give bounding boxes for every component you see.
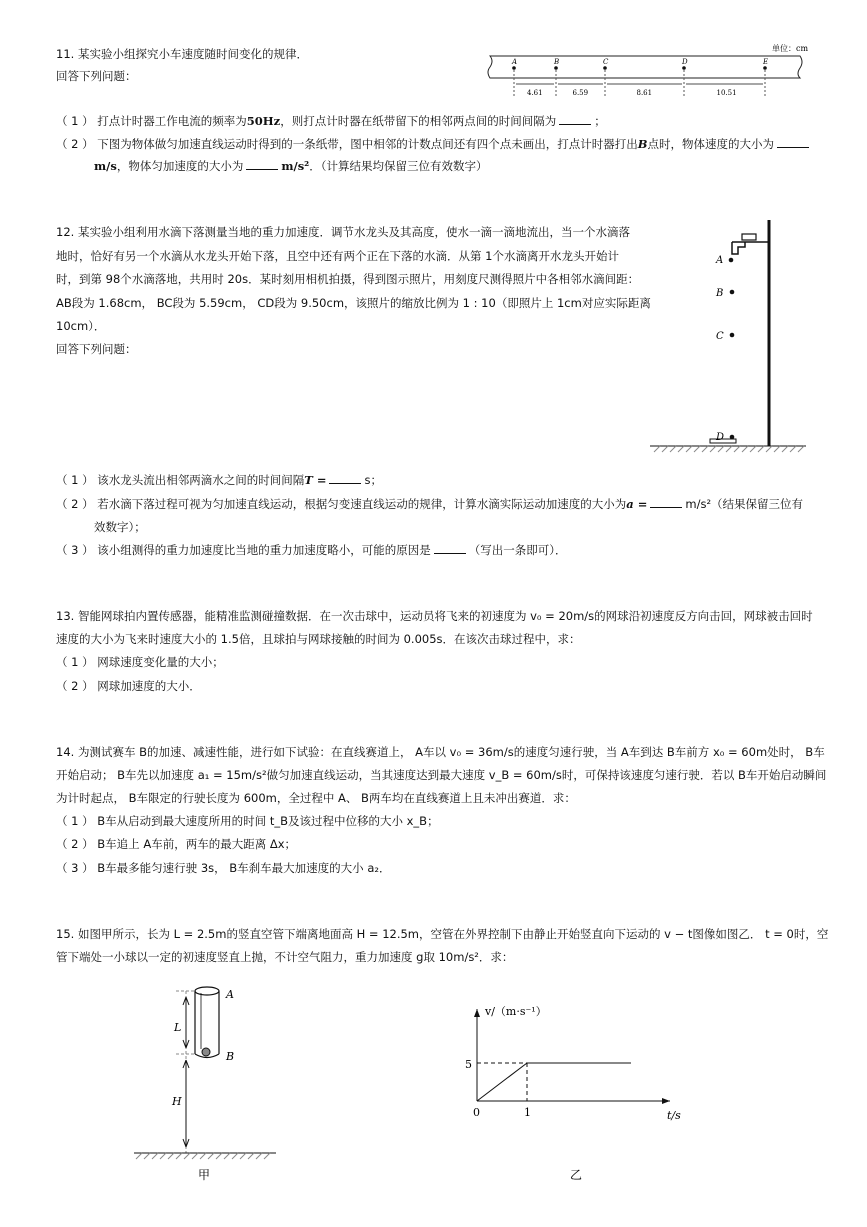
q14-line2: 开始启动； B车先以加速度 a₁ = 15m/s²做匀加速直线运动，当其速度达到最大速度 v_B = 60m/s时，可保持该速度匀速行驶．若以 B车开始启动瞬间: [56, 768, 827, 782]
drop-label-b: B: [716, 288, 724, 299]
q12-line2: 地时，恰好有另一个水滴从水龙头开始下落，且空中还有两个正在下落的水滴．从第 1个水滴离开水龙头开始计: [56, 249, 619, 263]
q12-part1: [56, 472, 382, 488]
faucet-spout: [732, 242, 745, 254]
q11-part2-cont: [94, 158, 487, 174]
q13-line2: 速度的大小为飞来时速度大小的 1.5倍，且球拍与网球接触的时间为 0.005s．在该次击球过程中，求：: [56, 632, 581, 646]
q11-unit-ms: m/s: [94, 159, 117, 173]
q11-part2-text-g: ．（计算结果均保留三位有效数字）: [309, 159, 488, 173]
q12-part2: [56, 496, 803, 512]
q11-part1-text-b: ，则打点计时器在纸带留下的相邻两点间的时间间隔为: [280, 114, 557, 128]
tape-point-label-c: C: [603, 58, 609, 66]
tape-segment-label-2: 6.59: [572, 89, 589, 97]
tape-unit-label: 单位：cm: [772, 44, 809, 53]
q11-part2-text-c: 点时，物体速度的大小为: [647, 137, 775, 151]
faucet-valve: [742, 234, 756, 240]
tube-label-l: L: [174, 1021, 182, 1034]
q12-part3: [56, 542, 567, 558]
v-axis-label: v/（m·s⁻¹）: [485, 1005, 547, 1018]
tape-point-label-b: B: [554, 58, 560, 66]
water-drop-figure: [648, 220, 810, 456]
q11-part2: [56, 136, 812, 152]
jia-ground-hatch: [136, 1153, 270, 1159]
q14-part1: （ 1 ） B车从启动到最大速度所用的时间 t_B及该过程中位移的大小 x_B；: [56, 814, 439, 828]
q11-part2-text-a: （ 2 ） 下图为物体做匀加速直线运动时得到的一条纸带，图中相邻的计数点间还有四个点未画出，打点计时器打出: [56, 137, 638, 151]
q11-intro: 回答下列问题：: [56, 69, 137, 83]
t-tick-1: 1: [524, 1106, 531, 1119]
q12-part1-text-a: （ 1 ） 该水龙头流出相邻两滴水之间的时间间隔: [56, 473, 305, 487]
q14-part2: （ 2 ） B车追上 A车前，两车的最大距离 Δx；: [56, 837, 297, 851]
tape-point-label-e: E: [763, 58, 769, 66]
q12-part1-text-b: s；: [364, 473, 382, 487]
tape-segment-label-4: 10.51: [716, 89, 737, 97]
tape-point-label-d: D: [682, 58, 688, 66]
v-axis-arrow: [474, 1009, 480, 1017]
tape-segment-label-3: 8.61: [636, 89, 653, 97]
q11-unit-ms2: m/s²: [281, 159, 310, 173]
tube-label-h: H: [172, 1095, 182, 1108]
q12-var-t: T =: [304, 473, 327, 487]
tape-outline: [488, 56, 802, 78]
q11-freq: 50Hz: [246, 114, 281, 128]
q12-blank-period[interactable]: [329, 473, 361, 484]
q11-blank-interval[interactable]: [559, 114, 591, 125]
q14-line1: 14. 为测试赛车 B的加速、减速性能，进行如下试验：在直线赛道上， A车以 v₀ = 36m/s的速度匀速行驶，当 A车到达 B车前方 x₀ = 60m处时， B车: [56, 745, 825, 759]
ground-hatch: [654, 446, 804, 452]
q13-part1: （ 1 ） 网球速度变化量的大小；: [56, 655, 224, 669]
q12-line1: 12. 某实验小组利用水滴下落测量当地的重力加速度．调节水龙头及其高度，使水一滴一滴地流出，当一个水滴落: [56, 225, 630, 239]
tube-top: [195, 987, 219, 995]
q13-part2: （ 2 ） 网球加速度的大小．: [56, 679, 201, 693]
drop-label-c: C: [716, 331, 724, 342]
q12-intro: 回答下列问题：: [56, 342, 137, 356]
q12-line5: 10cm）．: [56, 319, 106, 333]
vt-accel-segment: [477, 1063, 527, 1101]
q12-part2-cont: 效数字）；: [94, 520, 146, 534]
q11-title: 11. 某实验小组探究小车速度随时间变化的规律．: [56, 47, 308, 61]
q12-var-a: a =: [626, 497, 648, 511]
tape-point-c: [603, 66, 607, 70]
drop-a: [729, 258, 734, 263]
tape-point-e: [763, 66, 767, 70]
q11-part1-text-a: （ 1 ） 打点计时器工作电流的频率为: [56, 114, 247, 128]
q11-part2-text-e: ，物体匀加速度的大小为: [116, 159, 244, 173]
q13-line1: 13. 智能网球拍内置传感器，能精准监测碰撞数据．在一次击球中，运动员将飞来的初速度为 v₀ = 20m/s的网球沿初速度反方向击回，网球被击回时: [56, 609, 813, 623]
t-axis-label: t/s: [667, 1109, 681, 1122]
drop-d: [730, 435, 735, 440]
small-ball: [202, 1048, 210, 1056]
figure-jia-tube: [130, 975, 280, 1187]
tape-point-b: [554, 66, 558, 70]
q12-part2-text-b: m/s²（结果保留三位有: [685, 497, 804, 511]
q11-blank-accel[interactable]: [246, 159, 278, 170]
q11-part1-text-c: ；: [594, 114, 606, 128]
figure-yi-vt-graph: [455, 995, 695, 1185]
q12-part2-text-a: （ 2 ） 若水滴下落过程可视为匀加速直线运动，根据匀变速直线运动的规律，计算水滴实际运动加速度的大小为: [56, 497, 627, 511]
caption-jia: 甲: [198, 1168, 211, 1182]
tape-point-label-a: A: [512, 58, 518, 66]
q15-line1: 15. 如图甲所示，长为 L = 2.5m的竖直空管下端离地面高 H = 12.5m，空管在外界控制下由静止开始竖直向下运动的 v − t图像如图乙． t = 0时，空: [56, 927, 829, 941]
tube-label-b: B: [226, 1050, 235, 1063]
q11-blank-velocity[interactable]: [777, 137, 809, 148]
drop-label-d: D: [716, 432, 725, 443]
q12-blank-reason[interactable]: [434, 543, 466, 554]
q12-line3: 时，到第 98个水滴落地，共用时 20s．某时刻用相机拍摄，得到图示照片，用刻度尺测得照片中各相邻水滴间距：: [56, 272, 640, 286]
caption-yi: 乙: [570, 1168, 583, 1182]
tape-point-d: [682, 66, 686, 70]
drop-b: [730, 290, 735, 295]
t-tick-0: 0: [473, 1106, 480, 1119]
q14-part3: （ 3 ） B车最多能匀速行驶 3s， B车刹车最大加速度的大小 a₂．: [56, 861, 391, 875]
q11-point-b: B: [637, 137, 648, 151]
paper-tape-figure: [484, 40, 814, 102]
v-tick-5: 5: [465, 1058, 472, 1071]
q12-line4: AB段为 1.68cm， BC段为 5.59cm， CD段为 9.50cm，该照片的缩放比例为 1 : 10（即照片上 1cm对应实际距离: [56, 296, 651, 310]
t-axis-arrow: [662, 1098, 670, 1104]
q15-line2: 管下端处一小球以一定的初速度竖直上抛，不计空气阻力，重力加速度 g取 10m/s²．求：: [56, 950, 514, 964]
q11-part1: [56, 113, 606, 129]
tape-point-a: [512, 66, 516, 70]
tube-label-a: A: [226, 988, 234, 1001]
drop-c: [730, 333, 735, 338]
tape-segment-label-1: 4.61: [527, 89, 543, 97]
q12-blank-accel[interactable]: [650, 497, 682, 508]
q12-part3-text-a: （ 3 ） 该小组测得的重力加速度比当地的重力加速度略小，可能的原因是: [56, 543, 431, 557]
q14-line3: 为计时起点， B车限定的行驶长度为 600m，全过程中 A、 B两车均在直线赛道上且未冲出赛道．求：: [56, 791, 576, 805]
drop-label-a: A: [716, 255, 724, 266]
q12-part3-text-b: （写出一条即可）．: [468, 543, 567, 557]
